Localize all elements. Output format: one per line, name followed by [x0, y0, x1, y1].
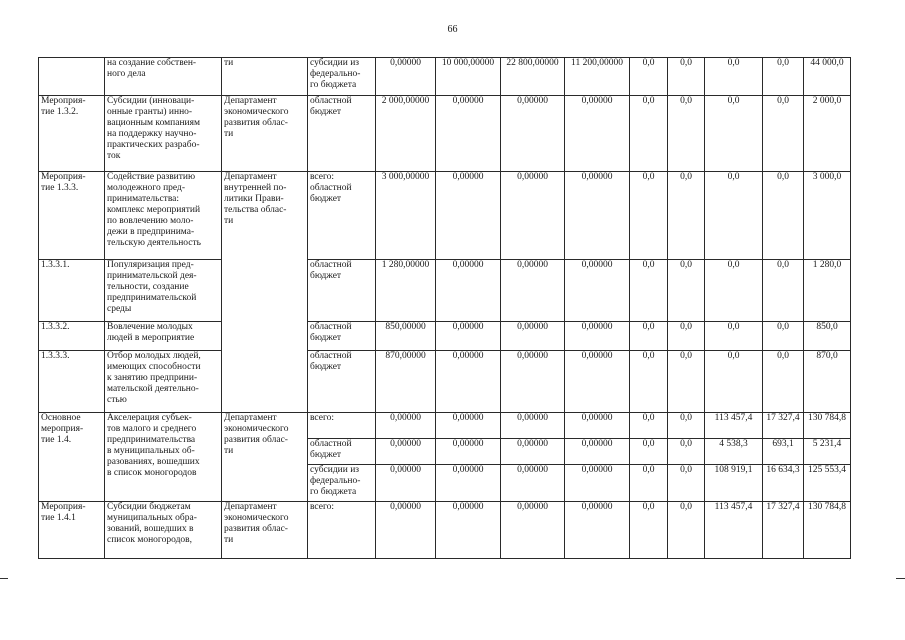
amount-cell: 0,0 — [705, 96, 763, 172]
code-cell: 1.3.3.1. — [39, 260, 105, 322]
amount-cell: 10 000,00000 — [436, 58, 501, 96]
amount-cell: 130 784,8 — [804, 413, 851, 439]
budget-table — [38, 57, 851, 559]
left-edge-mark — [0, 578, 8, 579]
event-name-cell: Популяризация пред- принимательской дея- тельности, создание предпринимательской среды — [105, 260, 222, 322]
amount-cell: 0,0 — [630, 351, 668, 413]
code-cell: 1.3.3.2. — [39, 322, 105, 351]
department-cell: Департамент экономического развития облас- ти — [222, 502, 308, 559]
code-cell — [39, 58, 105, 96]
amount-cell: 0,00000 — [565, 439, 630, 465]
table-row — [39, 502, 851, 559]
amount-cell: 0,00000 — [436, 465, 501, 502]
amount-cell: 0,00000 — [565, 96, 630, 172]
amount-cell: 0,00000 — [565, 351, 630, 413]
amount-cell: 0,00000 — [501, 351, 565, 413]
event-name-cell: Субсидии (инноваци- онные гранты) инно- вационным компаниям на поддержку научно- практических разрабо- ток — [105, 96, 222, 172]
funding-source-cell: областной бюджет — [308, 260, 376, 322]
amount-cell: 0,0 — [705, 58, 763, 96]
amount-cell: 0,0 — [763, 260, 804, 322]
amount-cell: 0,0 — [630, 96, 668, 172]
amount-cell: 0,0 — [668, 502, 705, 559]
table-row — [39, 413, 851, 439]
amount-cell: 850,0 — [804, 322, 851, 351]
amount-cell: 113 457,4 — [705, 502, 763, 559]
amount-cell: 0,00000 — [376, 502, 436, 559]
amount-cell: 0,0 — [630, 465, 668, 502]
amount-cell: 0,0 — [668, 322, 705, 351]
amount-cell: 0,00000 — [436, 351, 501, 413]
amount-cell: 0,00000 — [436, 502, 501, 559]
amount-cell: 0,00000 — [436, 322, 501, 351]
amount-cell: 0,00000 — [376, 58, 436, 96]
amount-cell: 0,0 — [630, 439, 668, 465]
amount-cell: 0,0 — [668, 413, 705, 439]
amount-cell: 0,0 — [705, 260, 763, 322]
amount-cell: 0,0 — [705, 351, 763, 413]
amount-cell: 0,00000 — [501, 172, 565, 260]
amount-cell: 0,00000 — [501, 502, 565, 559]
table-row — [39, 172, 851, 260]
amount-cell: 0,0 — [668, 58, 705, 96]
event-name-cell: Акселерация субъек- тов малого и среднего предпринимательства в муниципальных об- разованиях, вошедших в список моногородов — [105, 413, 222, 502]
amount-cell: 4 538,3 — [705, 439, 763, 465]
amount-cell: 0,00000 — [436, 439, 501, 465]
amount-cell: 0,0 — [705, 322, 763, 351]
code-cell: 1.3.3.3. — [39, 351, 105, 413]
amount-cell: 108 919,1 — [705, 465, 763, 502]
funding-source-cell: областной бюджет — [308, 439, 376, 465]
amount-cell: 0,00000 — [501, 260, 565, 322]
amount-cell: 0,00000 — [565, 502, 630, 559]
amount-cell: 0,00000 — [501, 413, 565, 439]
amount-cell: 0,00000 — [501, 465, 565, 502]
amount-cell: 0,0 — [763, 322, 804, 351]
amount-cell: 0,00000 — [436, 96, 501, 172]
amount-cell: 0,00000 — [565, 465, 630, 502]
amount-cell: 3 000,0 — [804, 172, 851, 260]
table-row — [39, 322, 851, 351]
amount-cell: 0,00000 — [436, 413, 501, 439]
amount-cell: 0,00000 — [376, 413, 436, 439]
department-cell: ти — [222, 58, 308, 96]
amount-cell: 16 634,3 — [763, 465, 804, 502]
amount-cell: 0,00000 — [501, 439, 565, 465]
amount-cell: 693,1 — [763, 439, 804, 465]
amount-cell: 0,0 — [668, 439, 705, 465]
department-cell: Департамент экономического развития облас- ти — [222, 96, 308, 172]
amount-cell: 17 327,4 — [763, 502, 804, 559]
table-row — [39, 96, 851, 172]
funding-source-cell: всего: областной бюджет — [308, 172, 376, 260]
amount-cell: 0,0 — [763, 96, 804, 172]
amount-cell: 850,00000 — [376, 322, 436, 351]
amount-cell: 1 280,0 — [804, 260, 851, 322]
funding-source-cell: областной бюджет — [308, 322, 376, 351]
amount-cell: 0,00000 — [376, 439, 436, 465]
amount-cell: 1 280,00000 — [376, 260, 436, 322]
amount-cell: 0,0 — [668, 172, 705, 260]
amount-cell: 0,0 — [630, 413, 668, 439]
amount-cell: 0,0 — [630, 172, 668, 260]
amount-cell: 11 200,00000 — [565, 58, 630, 96]
amount-cell: 870,0 — [804, 351, 851, 413]
amount-cell: 0,0 — [630, 322, 668, 351]
amount-cell: 0,0 — [705, 172, 763, 260]
event-name-cell: Субсидии бюджетам муниципальных обра- зований, вошедших в список моногородов, — [105, 502, 222, 559]
funding-source-cell: всего: — [308, 413, 376, 439]
funding-source-cell: областной бюджет — [308, 96, 376, 172]
amount-cell: 0,0 — [630, 58, 668, 96]
event-name-cell: на создание собствен- ного дела — [105, 58, 222, 96]
code-cell: Мероприя- тие 1.3.3. — [39, 172, 105, 260]
amount-cell: 0,0 — [763, 351, 804, 413]
event-name-cell: Отбор молодых людей, имеющих способности к занятию предприни- мательской деятельно- стью — [105, 351, 222, 413]
amount-cell: 0,0 — [668, 351, 705, 413]
amount-cell: 130 784,8 — [804, 502, 851, 559]
amount-cell: 17 327,4 — [763, 413, 804, 439]
page-number: 66 — [447, 24, 458, 35]
amount-cell: 113 457,4 — [705, 413, 763, 439]
amount-cell: 0,00000 — [501, 96, 565, 172]
amount-cell: 0,00000 — [436, 172, 501, 260]
amount-cell: 44 000,0 — [804, 58, 851, 96]
amount-cell: 0,00000 — [436, 260, 501, 322]
code-cell: Мероприя- тие 1.3.2. — [39, 96, 105, 172]
amount-cell: 0,0 — [630, 502, 668, 559]
event-name-cell: Содействие развитию молодежного пред- принимательства: комплекс мероприятий по вовлечению моло- дежи в предпринима- тельскую деятельность — [105, 172, 222, 260]
amount-cell: 870,00000 — [376, 351, 436, 413]
amount-cell: 3 000,00000 — [376, 172, 436, 260]
amount-cell: 0,0 — [630, 260, 668, 322]
funding-source-cell: субсидии из федерально- го бюджета — [308, 465, 376, 502]
table-row — [39, 58, 851, 96]
amount-cell: 0,00000 — [501, 322, 565, 351]
code-cell: Основное мероприя- тие 1.4. — [39, 413, 105, 502]
amount-cell: 5 231,4 — [804, 439, 851, 465]
amount-cell: 0,0 — [763, 172, 804, 260]
right-edge-mark — [896, 578, 905, 579]
department-cell: Департамент внутренней по- литики Прави- тельства облас- ти — [222, 172, 308, 413]
table-row — [39, 260, 851, 322]
amount-cell: 125 553,4 — [804, 465, 851, 502]
amount-cell: 0,0 — [668, 465, 705, 502]
table-row — [39, 351, 851, 413]
amount-cell: 0,0 — [668, 96, 705, 172]
amount-cell: 2 000,00000 — [376, 96, 436, 172]
department-cell: Департамент экономического развития облас- ти — [222, 413, 308, 502]
amount-cell: 0,00000 — [565, 172, 630, 260]
amount-cell: 22 800,00000 — [501, 58, 565, 96]
funding-source-cell: всего: — [308, 502, 376, 559]
funding-source-cell: областной бюджет — [308, 351, 376, 413]
amount-cell: 0,00000 — [376, 465, 436, 502]
amount-cell: 0,00000 — [565, 260, 630, 322]
amount-cell: 0,00000 — [565, 322, 630, 351]
event-name-cell: Вовлечение молодых людей в мероприятие — [105, 322, 222, 351]
amount-cell: 0,0 — [668, 260, 705, 322]
amount-cell: 2 000,0 — [804, 96, 851, 172]
amount-cell: 0,00000 — [565, 413, 630, 439]
amount-cell: 0,0 — [763, 58, 804, 96]
code-cell: Мероприя- тие 1.4.1 — [39, 502, 105, 559]
table-body — [39, 58, 851, 559]
funding-source-cell: субсидии из федерально- го бюджета — [308, 58, 376, 96]
